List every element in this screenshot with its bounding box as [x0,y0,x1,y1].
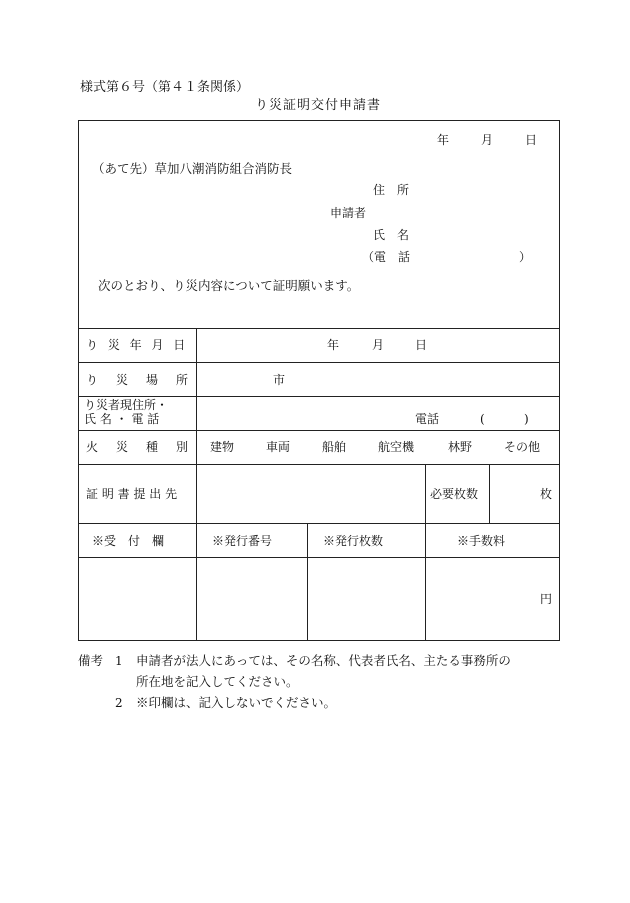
issue-count-header: ※発行枚数 [323,534,384,548]
city-unit: 市 [273,373,286,387]
fire-type-vehicle: 車両 [266,440,291,454]
notes-heading: 備考 [78,653,104,668]
grid-line [78,396,560,397]
victim-paren-close: ) [524,412,529,426]
date-month: 月 [481,133,494,147]
fire-type-building: 建物 [210,440,235,454]
grid-line [78,362,560,363]
form-number: 様式第６号（第４１条関係） [80,80,250,95]
applicant-label: 申請者 [330,206,367,220]
grid-line [196,328,197,641]
issue-number-header: ※発行番号 [212,534,273,548]
fee-header: ※手数料 [457,534,506,548]
victim-phone-label: 電話 [415,412,440,426]
grid-line [78,464,560,465]
disaster-date-year: 年 [327,338,340,352]
fire-type-forest: 林野 [448,440,473,454]
address-label: 住 所 [373,183,410,197]
fire-type-label: 火 災 種 別 [86,440,192,454]
victim-label-line2: 氏 名 ・ 電 話 [84,412,160,426]
disaster-date-month: 月 [372,338,385,352]
name-label: 氏 名 [373,228,410,242]
disaster-date-label: り 災 年 月 日 [86,338,189,352]
note-1-line1: 申請者が法人にあっては、その名称、代表者氏名、主たる事務所の [136,653,511,668]
disaster-date-day: 日 [415,338,428,352]
request-statement: 次のとおり、り災内容について証明願います。 [98,278,360,293]
grid-line [78,523,560,524]
grid-line [425,523,426,641]
reception-header: ※受 付 欄 [92,534,165,548]
copies-unit: 枚 [540,487,553,501]
phone-open: （電 話 [362,250,411,264]
grid-line [78,328,560,329]
grid-line [78,557,560,558]
victim-label-line1: り災者現住所・ [84,398,169,412]
grid-line [425,464,426,523]
fire-type-other: その他 [504,440,541,454]
grid-line [489,464,490,523]
disaster-place-label: り 災 場 所 [86,373,192,387]
date-day: 日 [525,133,538,147]
note-2-line1: ※印欄は、記入しないでください。 [136,695,337,710]
phone-close: ） [519,250,532,264]
addressee: （あて先）草加八潮消防組合消防長 [92,161,293,176]
fire-type-vessel: 船舶 [322,440,347,454]
note-1-number: 1 [115,654,123,668]
copies-label: 必要枚数 [430,487,479,501]
victim-paren-open: ( [480,412,485,426]
fire-type-aircraft: 航空機 [378,440,415,454]
date-year: 年 [437,133,450,147]
form-title: り災証明交付申請書 [255,98,382,113]
note-1-line2: 所在地を記入してください。 [136,674,299,689]
grid-line [307,523,308,641]
note-2-number: 2 [115,696,123,710]
certificate-label: 証 明 書 提 出 先 [86,487,178,501]
fee-unit: 円 [540,592,553,606]
grid-line [78,430,560,431]
